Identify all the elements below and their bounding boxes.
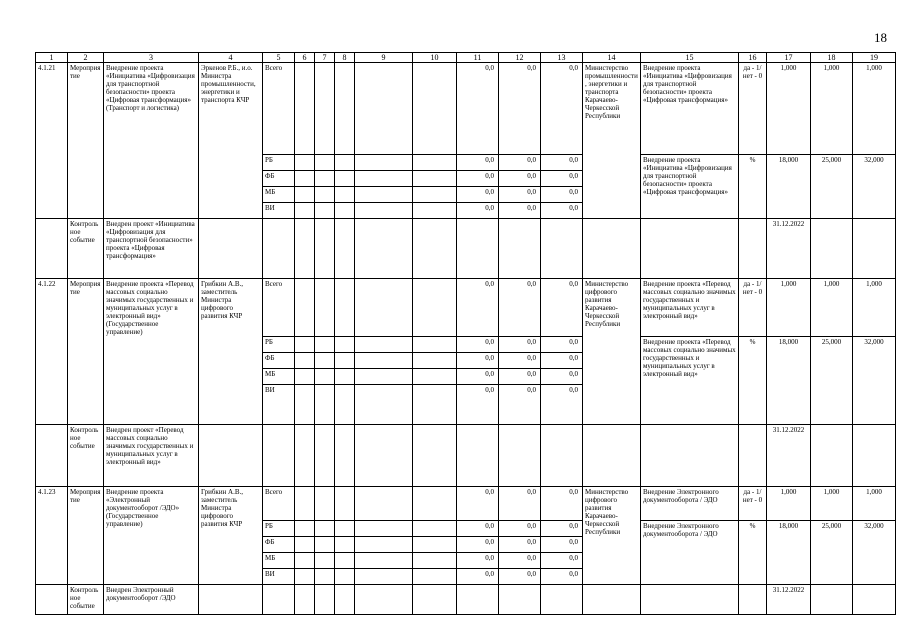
indicator-name: Внедрение проекта «Инициатива «Цифровизация для транспортной безопасности» проекта «Цифровая трансформация»: [641, 155, 739, 219]
column-number: 6: [295, 53, 315, 63]
control-event-date: 31.12.2022: [767, 219, 811, 279]
empty-cell: [295, 369, 315, 385]
indicator-value: 1,000: [811, 63, 853, 155]
empty-cell: [315, 369, 335, 385]
funding-value: 0,0: [499, 203, 541, 219]
empty-cell: [739, 425, 767, 487]
indicator-name: Внедрение проекта «Перевод массовых социально значимых государственных и муниципальных услуг в электронный вид»: [641, 279, 739, 337]
empty-cell: [457, 425, 499, 487]
empty-cell: [641, 425, 739, 487]
empty-cell: [457, 219, 499, 279]
funding-value: 0,0: [541, 63, 583, 155]
empty-cell: [315, 353, 335, 369]
empty-cell: [641, 585, 739, 615]
empty-cell: [335, 171, 355, 187]
funding-source: ФБ: [263, 537, 295, 553]
funding-value: 0,0: [457, 203, 499, 219]
funding-row: [36, 63, 896, 155]
item-id: 4.1.22: [36, 279, 68, 425]
indicator-value: 18,000: [767, 521, 811, 585]
empty-cell: [315, 537, 335, 553]
column-number: 16: [739, 53, 767, 63]
funding-value: 0,0: [541, 353, 583, 369]
empty-cell: [315, 425, 335, 487]
empty-cell: [335, 537, 355, 553]
empty-cell: [199, 585, 263, 615]
empty-cell: [413, 187, 457, 203]
control-event-type: Контрольное событие: [68, 585, 104, 615]
empty-cell: [335, 353, 355, 369]
empty-cell: [295, 569, 315, 585]
empty-cell: [335, 385, 355, 425]
funding-value: 0,0: [541, 369, 583, 385]
empty-cell: [335, 521, 355, 537]
program-table: [35, 52, 896, 615]
funding-value: 0,0: [499, 337, 541, 353]
indicator-unit: да - 1/ нет - 0: [739, 63, 767, 155]
empty-cell: [355, 569, 413, 585]
control-event-type: Контрольное событие: [68, 425, 104, 487]
indicator-value: 1,000: [767, 279, 811, 337]
empty-cell: [413, 171, 457, 187]
empty-cell: [413, 63, 457, 155]
indicator-value: 32,000: [853, 521, 896, 585]
funding-value: 0,0: [541, 553, 583, 569]
empty-cell: [541, 425, 583, 487]
funding-value: 0,0: [541, 569, 583, 585]
indicator-unit: да - 1/ нет - 0: [739, 487, 767, 521]
empty-cell: [355, 203, 413, 219]
empty-cell: [355, 385, 413, 425]
page-number: 18: [874, 30, 887, 45]
indicator-unit: %: [739, 337, 767, 425]
column-number: 3: [104, 53, 199, 63]
empty-cell: [413, 219, 457, 279]
empty-cell: [199, 219, 263, 279]
column-number: 13: [541, 53, 583, 63]
empty-cell: [199, 425, 263, 487]
empty-cell: [36, 219, 68, 279]
funding-value: 0,0: [499, 187, 541, 203]
funding-value: 0,0: [541, 203, 583, 219]
funding-value: 0,0: [457, 537, 499, 553]
empty-cell: [811, 219, 853, 279]
empty-cell: [499, 425, 541, 487]
empty-cell: [355, 155, 413, 171]
empty-cell: [355, 187, 413, 203]
empty-cell: [413, 569, 457, 585]
empty-cell: [315, 279, 335, 337]
empty-cell: [295, 203, 315, 219]
funding-value: 0,0: [541, 279, 583, 337]
empty-cell: [853, 219, 896, 279]
empty-cell: [413, 155, 457, 171]
funding-source: Всего: [263, 487, 295, 521]
funding-row: [36, 279, 896, 337]
funding-value: 0,0: [499, 521, 541, 537]
empty-cell: [413, 337, 457, 353]
funding-value: 0,0: [499, 353, 541, 369]
column-number: 14: [583, 53, 641, 63]
indicator-value: 18,000: [767, 155, 811, 219]
funding-value: 0,0: [457, 279, 499, 337]
control-event-row: [36, 425, 896, 487]
empty-cell: [335, 569, 355, 585]
funding-value: 0,0: [457, 385, 499, 425]
indicator-value: 1,000: [811, 279, 853, 337]
empty-cell: [295, 337, 315, 353]
empty-cell: [355, 337, 413, 353]
empty-cell: [413, 353, 457, 369]
control-event-name: Внедрен Электронный документооборот /ЭДО: [104, 585, 199, 615]
funding-source: ВИ: [263, 569, 295, 585]
funding-value: 0,0: [499, 385, 541, 425]
funding-value: 0,0: [457, 569, 499, 585]
control-event-date: 31.12.2022: [767, 585, 811, 615]
funding-value: 0,0: [499, 569, 541, 585]
funding-value: 0,0: [457, 155, 499, 171]
item-id: 4.1.23: [36, 487, 68, 585]
control-event-type: Контрольное событие: [68, 219, 104, 279]
item-type: Мероприятие: [68, 279, 104, 425]
empty-cell: [335, 369, 355, 385]
empty-cell: [295, 63, 315, 155]
item-responsible: Грибкин А.В., заместитель Министра цифрового развития КЧР: [199, 279, 263, 425]
empty-cell: [295, 537, 315, 553]
empty-cell: [295, 425, 315, 487]
funding-value: 0,0: [457, 171, 499, 187]
indicator-unit: да - 1/ нет - 0: [739, 279, 767, 337]
funding-source: ФБ: [263, 353, 295, 369]
empty-cell: [335, 63, 355, 155]
empty-cell: [583, 425, 641, 487]
indicator-value: 25,000: [811, 337, 853, 425]
empty-cell: [315, 187, 335, 203]
column-number: 5: [263, 53, 295, 63]
item-id: 4.1.21: [36, 63, 68, 219]
empty-cell: [295, 487, 315, 521]
funding-value: 0,0: [541, 187, 583, 203]
funding-source: РБ: [263, 521, 295, 537]
empty-cell: [335, 203, 355, 219]
funding-value: 0,0: [541, 337, 583, 353]
empty-cell: [739, 585, 767, 615]
empty-cell: [355, 171, 413, 187]
column-number-row: [36, 53, 896, 63]
empty-cell: [335, 487, 355, 521]
indicator-value: 32,000: [853, 155, 896, 219]
funding-row: [36, 487, 896, 521]
empty-cell: [413, 521, 457, 537]
empty-cell: [36, 425, 68, 487]
empty-cell: [295, 171, 315, 187]
funding-value: 0,0: [499, 537, 541, 553]
empty-cell: [413, 385, 457, 425]
funding-source: ВИ: [263, 203, 295, 219]
control-event-row: [36, 219, 896, 279]
column-number: 12: [499, 53, 541, 63]
control-event-row: [36, 585, 896, 615]
funding-value: 0,0: [541, 385, 583, 425]
empty-cell: [413, 203, 457, 219]
empty-cell: [457, 585, 499, 615]
indicator-value: 1,000: [853, 487, 896, 521]
empty-cell: [355, 425, 413, 487]
indicator-name: Внедрение Электронного документооборота / ЭДО: [641, 487, 739, 521]
funding-source: МБ: [263, 553, 295, 569]
empty-cell: [335, 155, 355, 171]
empty-cell: [335, 279, 355, 337]
funding-source: РБ: [263, 337, 295, 353]
funding-value: 0,0: [499, 63, 541, 155]
indicator-value: 1,000: [767, 63, 811, 155]
funding-value: 0,0: [499, 553, 541, 569]
funding-source: Всего: [263, 63, 295, 155]
empty-cell: [295, 219, 315, 279]
empty-cell: [541, 585, 583, 615]
funding-value: 0,0: [457, 337, 499, 353]
column-number: 1: [36, 53, 68, 63]
funding-value: 0,0: [541, 521, 583, 537]
empty-cell: [413, 425, 457, 487]
empty-cell: [315, 203, 335, 219]
funding-value: 0,0: [457, 521, 499, 537]
funding-source: ВИ: [263, 385, 295, 425]
item-type: Мероприятие: [68, 487, 104, 585]
empty-cell: [263, 425, 295, 487]
empty-cell: [295, 385, 315, 425]
empty-cell: [315, 155, 335, 171]
empty-cell: [811, 585, 853, 615]
indicator-name: Внедрение проекта «Инициатива «Цифровизация для транспортной безопасности» проекта «Цифровая трансформация»: [641, 63, 739, 155]
funding-value: 0,0: [499, 171, 541, 187]
empty-cell: [335, 187, 355, 203]
funding-value: 0,0: [457, 353, 499, 369]
indicator-unit: %: [739, 521, 767, 585]
funding-source: ФБ: [263, 171, 295, 187]
empty-cell: [295, 187, 315, 203]
column-number: 11: [457, 53, 499, 63]
empty-cell: [355, 553, 413, 569]
item-executor: Министерство цифрового развития Карачаево-Черкесской Республики: [583, 279, 641, 425]
empty-cell: [355, 369, 413, 385]
item-name: Внедрение проекта «Инициатива «Цифровизация для транспортной безопасности» проекта «Цифровая трансформация» (Транспорт и логистика): [104, 63, 199, 219]
column-number: 4: [199, 53, 263, 63]
funding-value: 0,0: [457, 553, 499, 569]
funding-source: МБ: [263, 187, 295, 203]
item-executor: Министерство цифрового развития Карачаево-Черкесской Республики: [583, 487, 641, 585]
indicator-name: Внедрение Электронного документооборота / ЭДО: [641, 521, 739, 585]
empty-cell: [853, 585, 896, 615]
empty-cell: [355, 279, 413, 337]
empty-cell: [315, 521, 335, 537]
item-responsible: Грибкин А.В., заместитель Министра цифрового развития КЧР: [199, 487, 263, 585]
column-number: 17: [767, 53, 811, 63]
item-name: Внедрение проекта «Электронный документооборот /ЭДО» (Государственное управление): [104, 487, 199, 585]
indicator-unit: %: [739, 155, 767, 219]
funding-value: 0,0: [457, 369, 499, 385]
funding-value: 0,0: [499, 279, 541, 337]
empty-cell: [335, 219, 355, 279]
indicator-value: 1,000: [811, 487, 853, 521]
empty-cell: [315, 585, 335, 615]
empty-cell: [413, 553, 457, 569]
empty-cell: [335, 337, 355, 353]
column-number: 9: [355, 53, 413, 63]
indicator-name: Внедрение проекта «Перевод массовых социально значимых государственных и муниципальных услуг в электронный вид»: [641, 337, 739, 425]
column-number: 18: [811, 53, 853, 63]
indicator-value: 25,000: [811, 521, 853, 585]
funding-source: МБ: [263, 369, 295, 385]
empty-cell: [413, 487, 457, 521]
empty-cell: [541, 219, 583, 279]
funding-source: РБ: [263, 155, 295, 171]
control-event-name: Внедрен проект «Инициатива «Цифровизация для транспортной безопасности» проекта «Цифровая трансформация»: [104, 219, 199, 279]
empty-cell: [413, 537, 457, 553]
empty-cell: [355, 585, 413, 615]
empty-cell: [36, 585, 68, 615]
empty-cell: [413, 369, 457, 385]
empty-cell: [315, 337, 335, 353]
empty-cell: [355, 487, 413, 521]
empty-cell: [335, 553, 355, 569]
indicator-value: 18,000: [767, 337, 811, 425]
empty-cell: [811, 425, 853, 487]
empty-cell: [583, 219, 641, 279]
empty-cell: [263, 219, 295, 279]
empty-cell: [315, 63, 335, 155]
empty-cell: [355, 521, 413, 537]
empty-cell: [295, 155, 315, 171]
empty-cell: [641, 219, 739, 279]
column-number: 15: [641, 53, 739, 63]
empty-cell: [499, 219, 541, 279]
empty-cell: [355, 537, 413, 553]
funding-value: 0,0: [541, 487, 583, 521]
empty-cell: [335, 585, 355, 615]
empty-cell: [315, 171, 335, 187]
indicator-value: 1,000: [853, 63, 896, 155]
empty-cell: [315, 553, 335, 569]
empty-cell: [315, 487, 335, 521]
empty-cell: [739, 219, 767, 279]
item-type: Мероприятие: [68, 63, 104, 219]
funding-value: 0,0: [499, 487, 541, 521]
control-event-date: 31.12.2022: [767, 425, 811, 487]
empty-cell: [315, 385, 335, 425]
empty-cell: [413, 585, 457, 615]
funding-value: 0,0: [457, 63, 499, 155]
column-number: 7: [315, 53, 335, 63]
funding-value: 0,0: [541, 155, 583, 171]
column-number: 19: [853, 53, 896, 63]
funding-value: 0,0: [541, 537, 583, 553]
funding-value: 0,0: [499, 155, 541, 171]
funding-value: 0,0: [541, 171, 583, 187]
empty-cell: [315, 219, 335, 279]
empty-cell: [355, 63, 413, 155]
indicator-value: 1,000: [767, 487, 811, 521]
column-number: 2: [68, 53, 104, 63]
column-number: 8: [335, 53, 355, 63]
empty-cell: [355, 353, 413, 369]
control-event-name: Внедрен проект «Перевод массовых социально значимых государственных и муниципальных услуг в электронный вид»: [104, 425, 199, 487]
funding-source: Всего: [263, 279, 295, 337]
item-executor: Министерство промышленности, энергетики и транспорта Карачаево-Черкесской Республики: [583, 63, 641, 219]
item-responsible: Эркенов Р.Б., и.о. Министра промышленности, энергетики и транспорта КЧР: [199, 63, 263, 219]
empty-cell: [263, 585, 295, 615]
empty-cell: [853, 425, 896, 487]
empty-cell: [413, 279, 457, 337]
empty-cell: [355, 219, 413, 279]
funding-value: 0,0: [457, 487, 499, 521]
indicator-value: 32,000: [853, 337, 896, 425]
funding-value: 0,0: [499, 369, 541, 385]
empty-cell: [295, 521, 315, 537]
indicator-value: 25,000: [811, 155, 853, 219]
empty-cell: [295, 585, 315, 615]
column-number: 10: [413, 53, 457, 63]
empty-cell: [295, 279, 315, 337]
funding-value: 0,0: [457, 187, 499, 203]
empty-cell: [499, 585, 541, 615]
indicator-value: 1,000: [853, 279, 896, 337]
empty-cell: [295, 353, 315, 369]
empty-cell: [583, 585, 641, 615]
empty-cell: [295, 553, 315, 569]
empty-cell: [315, 569, 335, 585]
item-name: Внедрение проекта «Перевод массовых социально значимых государственных и муниципальных услуг в электронный вид» (Государственное управление): [104, 279, 199, 425]
empty-cell: [335, 425, 355, 487]
